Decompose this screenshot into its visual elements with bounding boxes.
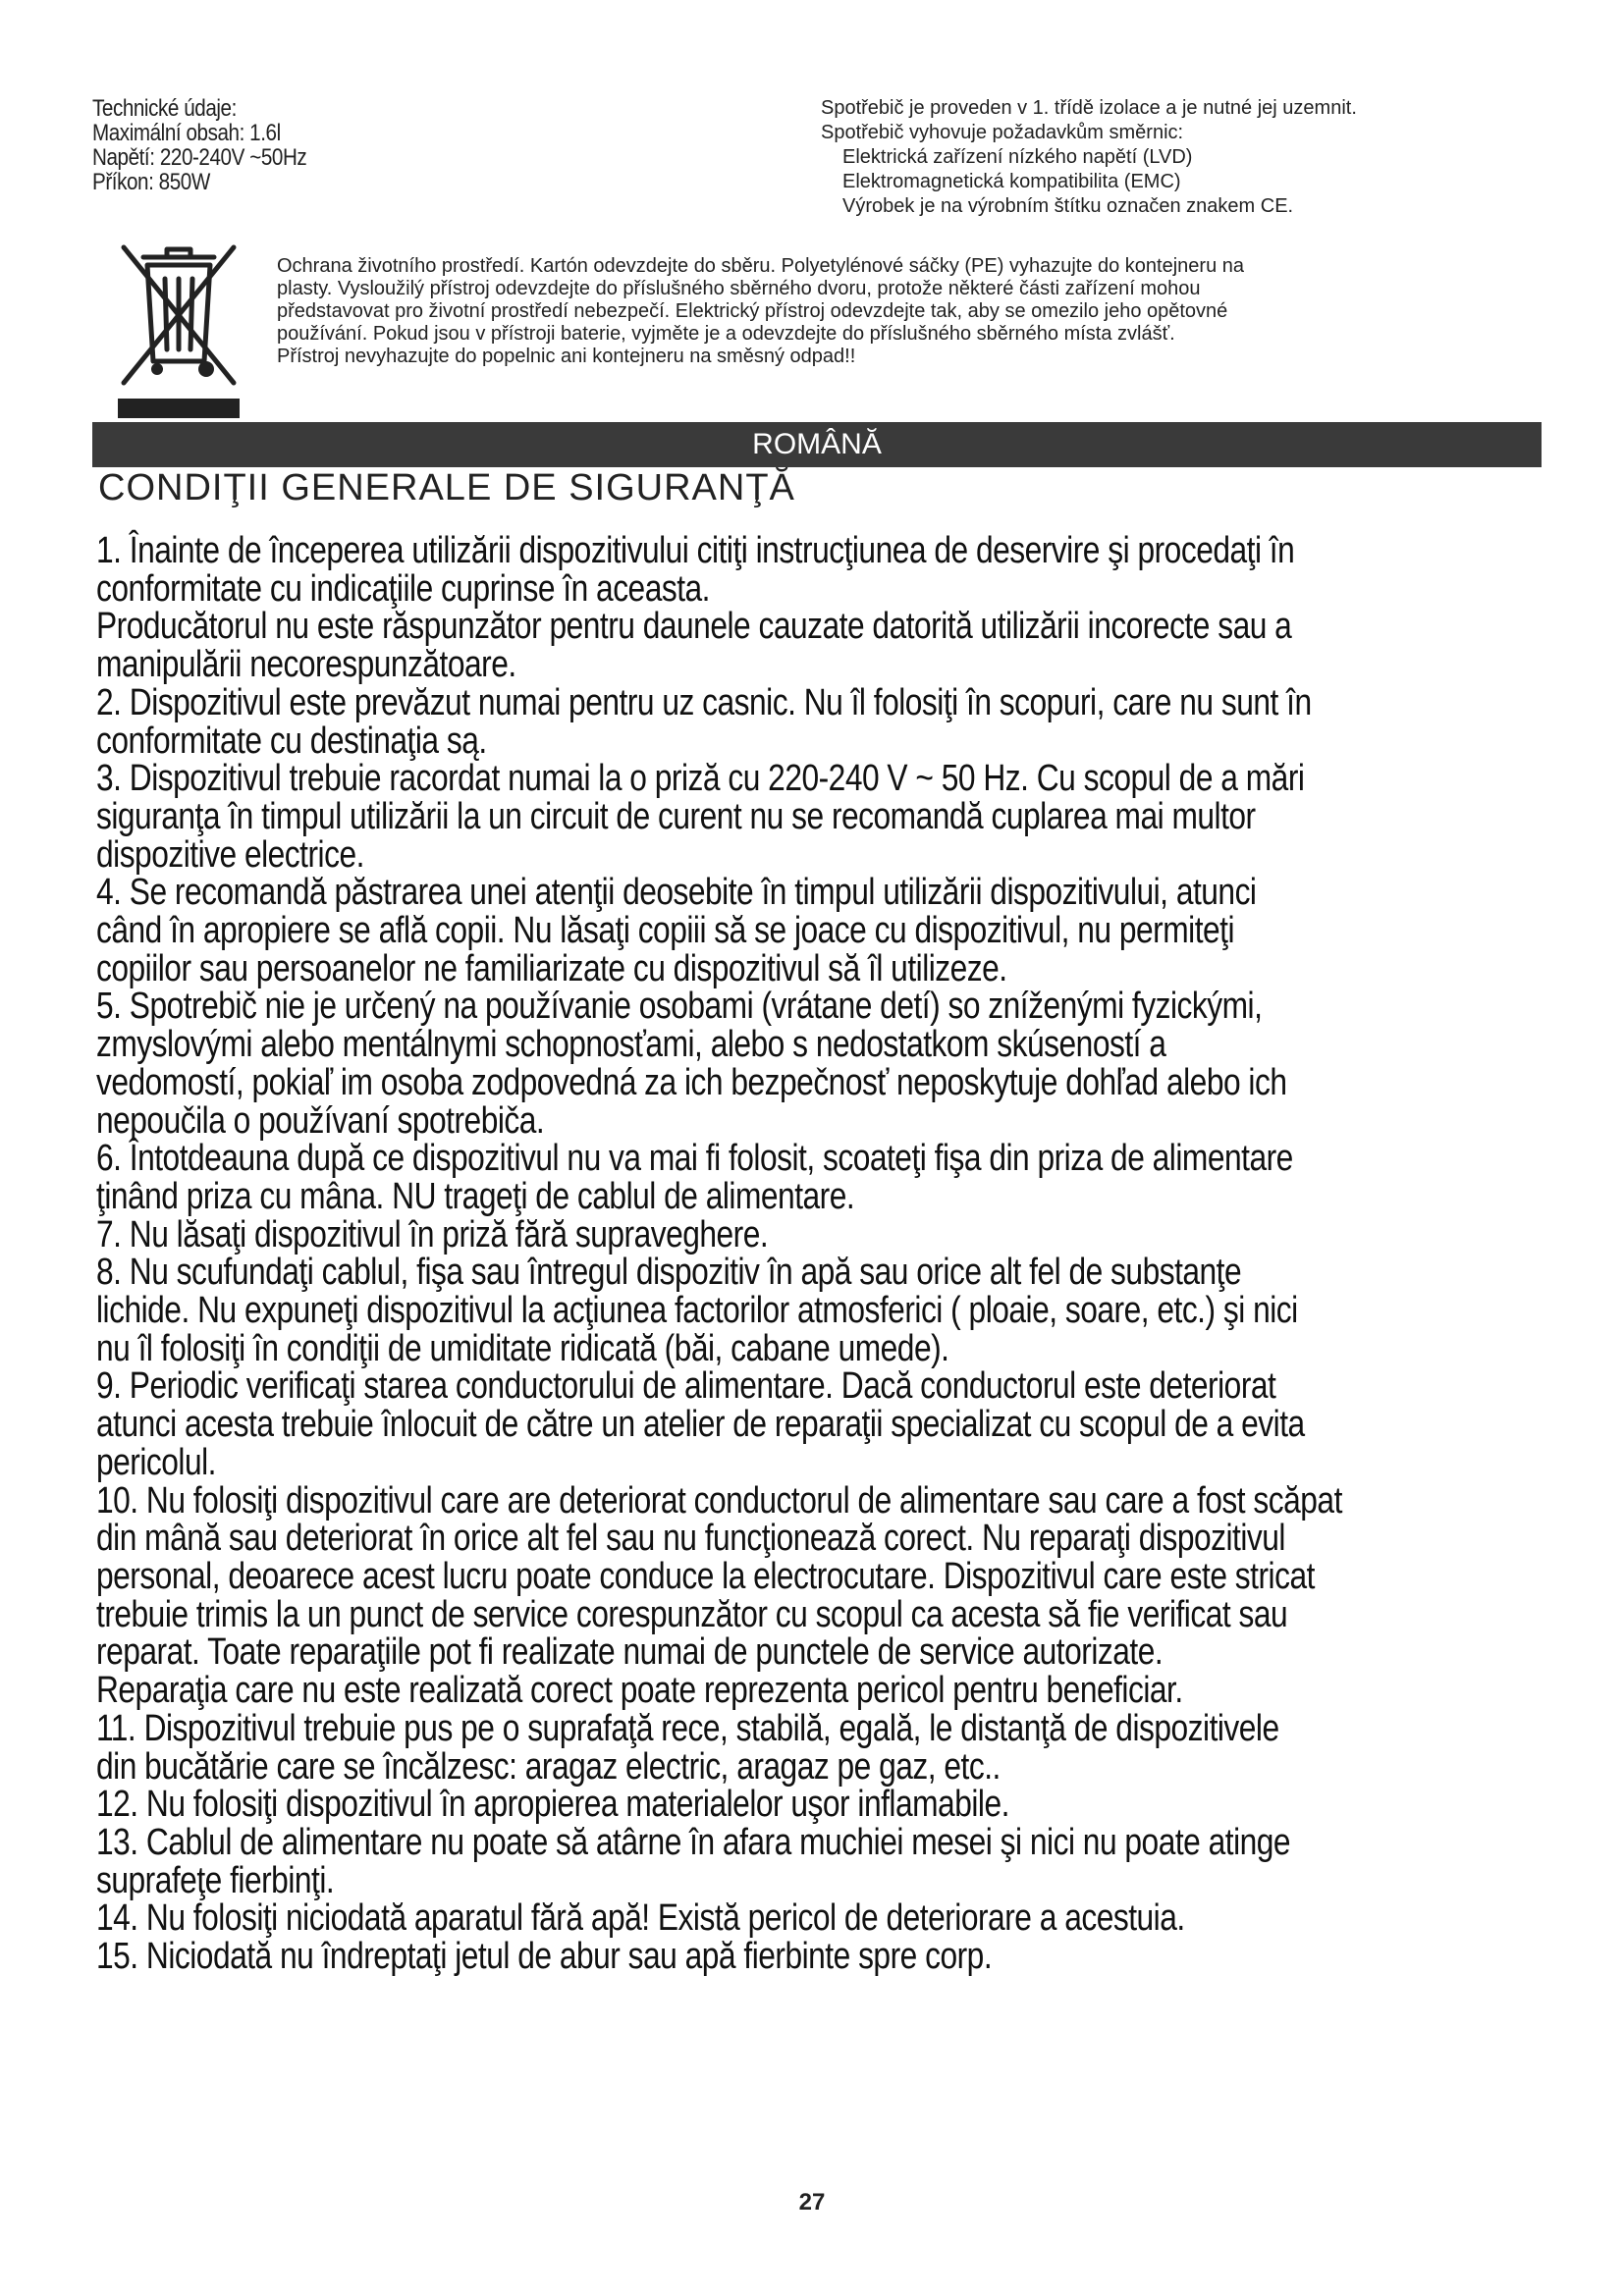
instruction-line: atunci acesta trebuie înlocuit de către un atelier de reparaţii specializat cu scopul de a evita [96, 1404, 1305, 1446]
instruction-line: din bucătărie care se încălzesc: aragaz electric, aragaz pe gaz, etc.. [96, 1745, 1001, 1788]
crossed-out-wheelie-bin-icon [110, 236, 247, 422]
section-heading: CONDIŢII GENERALE DE SIGURANŢĂ [98, 467, 795, 508]
instruction-line: dispozitive electrice. [96, 833, 364, 876]
compliance-info [821, 96, 1567, 219]
instruction-line: 9. Periodic verificaţi starea conductorului de alimentare. Dacă conductorul este deteriorat [96, 1365, 1276, 1408]
page-number: 27 [798, 2189, 826, 2216]
instruction-line: lichide. Nu expuneţi dispozitivul la acţiunea factorilor atmosferici ( ploaie, soare, etc.) şi nici [96, 1290, 1298, 1332]
tech-line: Příkon: 850W [92, 169, 210, 195]
compliance-line: Spotřebič je proveden v 1. třídě izolace a je nutné jej uzemnit. [821, 97, 1357, 119]
instruction-line: nepoučila o používaní spotrebiča. [96, 1099, 545, 1142]
instruction-line: siguranţa în timpul utilizării la un circuit de curent nu se recomandă cuplarea mai multor [96, 795, 1256, 837]
technical-data [92, 96, 566, 194]
tech-line: Maximální obsah: 1.6l [92, 120, 281, 146]
instruction-line: nu îl folosiţi în condiţii de umiditate ridicată (băi, cabane umede). [96, 1327, 949, 1369]
instruction-line: 10. Nu folosiţi dispozitivul care are deteriorat conductorul de alimentare sau care a fost scăpat [96, 1479, 1342, 1522]
instruction-line: trebuie trimis la un punct de service corespunzător cu scopul ca acesta să fie verificat sau [96, 1593, 1288, 1635]
instruction-line: 13. Cablul de alimentare nu poate să atârne în afara muchiei mesei şi nici nu poate atinge [96, 1821, 1291, 1863]
instruction-line: ţinând priza cu mâna. NU trageţi de cablul de alimentare. [96, 1175, 855, 1217]
environment-line: představovat pro životní prostředí nebezpečí. Elektrický přístroj odevzdejte tak, aby se omezilo jeho opětovné [277, 300, 1228, 322]
environment-line: Ochrana životního prostředí. Kartón odevzdejte do sběru. Polyetylénové sáčky (PE) vyhazujte do kontejneru na [277, 255, 1244, 277]
instruction-line: copiilor sau persoanelor ne familiarizate cu dispozitivul să îl utilizeze. [96, 947, 1007, 989]
instruction-line: vedomostí, pokiaľ im osoba zodpovedná za ich bezpečnosť neposkytuje dohľad alebo ich [96, 1061, 1287, 1103]
instruction-line: când în apropiere se află copii. Nu lăsaţi copiii să se joace cu dispozitivul, nu permiteţi [96, 910, 1235, 952]
instruction-line: suprafeţe fierbinţi. [96, 1859, 335, 1901]
instruction-line: conformitate cu destinaţia są. [96, 720, 487, 762]
instruction-line: 1. Înainte de începerea utilizării dispozitivului citiţi instrucţiunea de deservire şi procedaţi în [96, 530, 1295, 571]
instruction-line: 8. Nu scufundaţi cablul, fişa sau întregul dispozitiv în apă sau orice alt fel de substanţe [96, 1252, 1242, 1294]
tech-line: Technické údaje: [92, 95, 237, 122]
instruction-line: zmyslovými alebo mentálnymi schopnosťami, alebo s nedostatkom skúseností a [96, 1024, 1166, 1066]
instruction-line: Reparaţia care nu este realizată corect poate reprezenta pericol pentru beneficiar. [96, 1670, 1183, 1712]
instruction-line: pericolul. [96, 1441, 216, 1483]
environment-notice [277, 255, 1553, 368]
compliance-line: Elektrická zařízení nízkého napětí (LVD) [842, 146, 1193, 168]
instruction-line: 12. Nu folosiţi dispozitivul în apropierea materialelor uşor inflamabile. [96, 1784, 1009, 1826]
instruction-line: personal, deoarece acest lucru poate conduce la electrocutare. Dispozitivul care este stricat [96, 1555, 1315, 1597]
environment-line: Přístroj nevyhazujte do popelnic ani kontejneru na směsný odpad!! [277, 346, 856, 367]
instruction-line: 6. Întotdeauna după ce dispozitivul nu va mai fi folosit, scoateţi fişa din priza de alimentare [96, 1138, 1293, 1180]
instruction-line: reparat. Toate reparaţiile pot fi realizate numai de punctele de service autorizate. [96, 1631, 1164, 1674]
instruction-line: din mână sau deteriorat în orice alt fel sau nu funcţionează corect. Nu reparaţi dispozitivul [96, 1518, 1285, 1560]
instruction-line: 15. Niciodată nu îndreptaţi jetul de abur sau apă fierbinte spre corp. [96, 1936, 993, 1978]
environment-line: používání. Pokud jsou v přístroji baterie, vyjměte je a odevzdejte do příslušného sběrného místa zvlášť. [277, 323, 1175, 345]
instruction-line: 4. Se recomandă păstrarea unei atenţii deosebite în timpul utilizării dispozitivului, atunci [96, 872, 1257, 914]
compliance-line: Výrobek je na výrobním štítku označen znakem CE. [842, 195, 1294, 217]
compliance-line: Elektromagnetická kompatibilita (EMC) [842, 171, 1181, 192]
language-section-bar: ROMÂNĂ [92, 422, 1542, 467]
safety-instructions [96, 532, 1555, 1976]
instruction-line: Producătorul nu este răspunzător pentru daunele cauzate datorită utilizării incorecte sau a [96, 606, 1292, 648]
instruction-line: conformitate cu indicaţiile cuprinse în aceasta. [96, 567, 710, 610]
tech-line: Napětí: 220-240V ~50Hz [92, 144, 307, 171]
instruction-line: 7. Nu lăsaţi dispozitivul în priză fără supraveghere. [96, 1213, 769, 1255]
instruction-line: 2. Dispozitivul este prevăzut numai pentru uz casnic. Nu îl folosiţi în scopuri, care nu sunt în [96, 681, 1312, 723]
instruction-line: 11. Dispozitivul trebuie pus pe o suprafaţă rece, stabilă, egală, le distanţă de dispozitivele [96, 1707, 1279, 1749]
environment-line: plasty. Vysloužilý přístroj odevzdejte do příslušného sběrného dvoru, protože některé části zařízení mohou [277, 278, 1201, 299]
instruction-line: 5. Spotrebič nie je určený na používanie osobami (vrátane detí) so zníženými fyzickými, [96, 986, 1263, 1028]
compliance-line: Spotřebič vyhovuje požadavkům směrnic: [821, 122, 1184, 143]
instruction-line: manipulării necorespunzătoare. [96, 644, 516, 686]
instruction-line: 3. Dispozitivul trebuie racordat numai la o priză cu 220-240 V ~ 50 Hz. Cu scopul de a mări [96, 758, 1305, 800]
instruction-line: 14. Nu folosiţi niciodată aparatul fără apă! Există pericol de deteriorare a acestuia. [96, 1897, 1185, 1940]
